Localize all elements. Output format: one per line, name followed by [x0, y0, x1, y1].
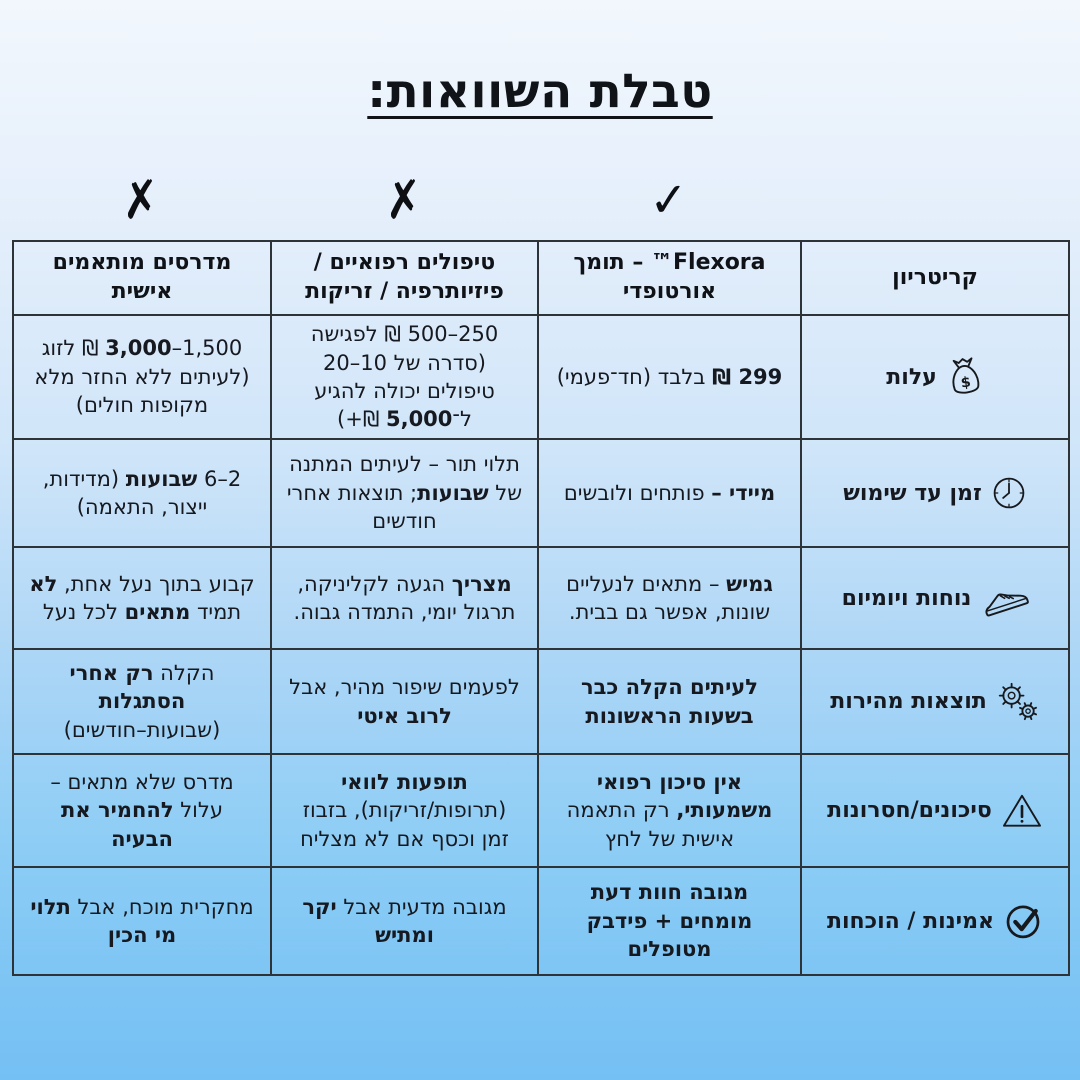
criterion-label: אמינות / הוכחות — [826, 908, 995, 934]
table-row-comfort — [13, 547, 1069, 649]
criterion-label: סיכונים/חסרונות — [827, 798, 992, 823]
table-header-row — [13, 241, 1069, 315]
gears-icon — [996, 681, 1040, 723]
criterion-risks — [816, 792, 1054, 830]
criterion-label: זמן עד שימוש — [843, 480, 982, 506]
cell-fast-results-treatments: לפעמים שיפור מהיר, אבל לרוב איטי — [271, 649, 538, 754]
cell-cost-flexora: 299 ₪ בלבד (חד־פעמי) — [538, 315, 801, 439]
cell-risks-flexora: אין סיכון רפואי משמעותי, רק התאמה אישית של לחץ — [538, 754, 801, 867]
cross-mark-icon: ✗ — [118, 168, 164, 232]
cell-cost-insoles: 1,500–3,000 ₪ לזוג (לעיתים ללא החזר מלא מקופות חולים) — [13, 315, 271, 439]
page-title: טבלת השוואות: — [367, 64, 713, 119]
header-treatments: טיפולים רפואיים / פיזיותרפיה / זריקות — [271, 241, 538, 315]
cell-risks-treatments: תופעות לוואי (תרופות/זריקות), בזבוז זמן וכסף אם לא מצליח — [271, 754, 538, 867]
cell-time-flexora: מיידי – פותחים ולובשים — [538, 439, 801, 547]
clock-icon — [991, 475, 1027, 511]
table-row-fast-results — [13, 649, 1069, 754]
cell-comfort-treatments: מצריך הגעה לקליניקה, תרגול יומי, התמדה גבוה. — [271, 547, 538, 649]
criterion-time — [816, 475, 1054, 511]
cell-fast-results-flexora: לעיתים הקלה כבר בשעות הראשונות — [538, 649, 801, 754]
mark-cell-criterion — [800, 168, 1068, 232]
criterion-cost — [816, 356, 1054, 398]
mark-cell-treatments — [270, 168, 537, 232]
cell-credibility-treatments: מגובה מדעית אבל יקר ומתיש — [271, 867, 538, 975]
criterion-fast-results — [816, 681, 1054, 723]
sneaker-icon — [980, 581, 1028, 615]
verified-check-icon — [1003, 901, 1043, 941]
cross-mark-icon: ✗ — [380, 168, 427, 232]
criterion-label: תוצאות מהירות — [830, 689, 987, 714]
warning-icon — [1001, 792, 1043, 830]
check-mark-icon: ✓ — [647, 171, 690, 229]
cell-risks-insoles: מדרס שלא מתאים – עלול להחמיר את הבעיה — [13, 754, 271, 867]
verdict-marks-row — [12, 168, 1068, 232]
cell-comfort-insoles: קבוע בתוך נעל אחת, לא תמיד מתאים לכל נעל — [13, 547, 271, 649]
header-insoles: מדרסים מותאמים אישית — [13, 241, 271, 315]
header-flexora: Flexora™ – תומך אורטופדי — [538, 241, 801, 315]
svg-text:$: $ — [959, 374, 972, 392]
cell-time-insoles: 2–6 שבועות (מדידות, ייצור, התאמה) — [13, 439, 271, 547]
money-bag-icon — [946, 356, 984, 398]
criterion-credibility — [816, 901, 1054, 941]
table-row-time — [13, 439, 1069, 547]
cell-fast-results-insoles: הקלה רק אחרי הסתגלות (שבועות–חודשים) — [13, 649, 271, 754]
cell-credibility-flexora: מגובה חוות דעת מומחים + פידבק מטופלים — [538, 867, 801, 975]
mark-cell-insoles — [12, 168, 270, 232]
header-criterion: קריטריון — [801, 241, 1069, 315]
criterion-label: עלות — [886, 364, 937, 390]
mark-cell-flexora — [537, 168, 800, 232]
cell-comfort-flexora: גמיש – מתאים לנעליים שונות, אפשר גם בבית. — [538, 547, 801, 649]
table-row-cost — [13, 315, 1069, 439]
table-row-risks — [13, 754, 1069, 867]
criterion-label: נוחות ויומיום — [841, 585, 972, 611]
cell-credibility-insoles: מחקרית מוכח, אבל תלוי מי הכין — [13, 867, 271, 975]
comparison-table — [12, 240, 1070, 976]
table-row-credibility — [13, 867, 1069, 975]
cell-cost-treatments: 250–500 ₪ לפגישה (סדרה של 10–20 טיפולים יכולה להגיע ל־5,000 ₪+) — [271, 315, 538, 439]
cell-time-treatments: תלוי תור – לעיתים המתנה של שבועות; תוצאות אחרי חודשים — [271, 439, 538, 547]
criterion-comfort — [816, 581, 1054, 615]
